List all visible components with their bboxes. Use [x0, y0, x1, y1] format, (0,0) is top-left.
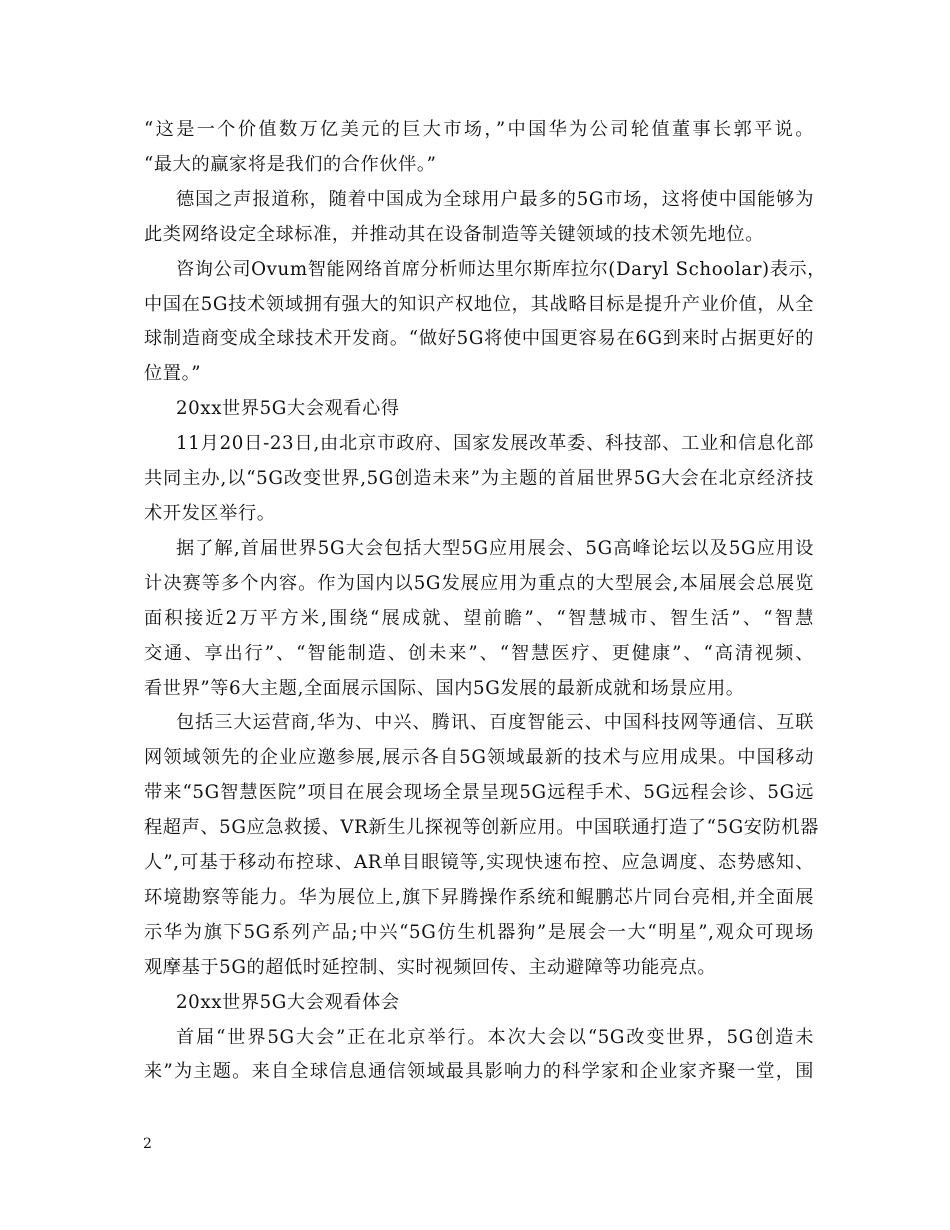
text-line: 人”,可基于移动布控球、AR单目眼镜等,实现快速布控、应急调度、态势感知、	[144, 852, 814, 874]
document-body	[144, 113, 827, 1090]
text-line: 面积接近2万平方米,围绕“展成就、望前瞻”、“智慧城市、智生活”、“智慧	[144, 607, 814, 629]
text-line: 共同主办,以“5G改变世界,5G创造未来”为主题的首届世界5G大会在北京经济技	[144, 468, 814, 490]
text-line: 咨询公司Ovum智能网络首席分析师达里尔斯库拉尔(Daryl Schoolar)表示，	[176, 258, 827, 280]
text-line: 中国在5G技术领域拥有强大的知识产权地位，其战略目标是提升产业价值，从全	[144, 293, 814, 315]
text-line: 计决赛等多个内容。作为国内以5G发展应用为重点的大型展会,本届展会总展览	[144, 572, 814, 594]
text-line: 德国之声报道称，随着中国成为全球用户最多的5G市场，这将使中国能够为	[176, 188, 814, 210]
text-line: 交通、享出行”、“智能制造、创未来”、“智慧医疗、更健康”、“高清视频、	[144, 642, 814, 664]
text-line: 程超声、5G应急救援、VR新生儿探视等创新应用。中国联通打造了“5G安防机器	[144, 817, 819, 839]
text-line: “最大的赢家将是我们的合作伙伴。”	[144, 153, 437, 175]
text-line: 此类网络设定全球标准，并推动其在设备制造等关键领域的技术领先地位。	[144, 223, 764, 245]
text-line: 位置。”	[144, 363, 202, 385]
text-line: 术开发区举行。	[144, 502, 276, 524]
text-line: 带来“5G智慧医院”项目在展会现场全景呈现5G远程手术、5G远程会诊、5G远	[144, 782, 814, 804]
text-line: 观摩基于5G的超低时延控制、实时视频回传、主动避障等功能亮点。	[144, 956, 717, 978]
text-line: 包括三大运营商,华为、中兴、腾讯、百度智能云、中国科技网等通信、互联	[176, 712, 814, 734]
section-heading: 20xx世界5G大会观看体会	[176, 991, 400, 1013]
page-number: 2	[143, 1136, 152, 1152]
text-line: 11月20日-23日,由北京市政府、国家发展改革委、科技部、工业和信息化部	[176, 433, 814, 455]
text-line: 环境勘察等能力。华为展位上,旗下昇腾操作系统和鲲鹏芯片同台亮相,并全面展	[144, 886, 814, 908]
text-line: 看世界”等6大主题,全面展示国际、国内5G发展的最新成就和场景应用。	[144, 677, 745, 699]
text-line: 球制造商变成全球技术开发商。“做好5G将使中国更容易在6G到来时占据更好的	[144, 328, 814, 350]
text-line: 首届“世界5G大会”正在北京举行。本次大会以“5G改变世界，5G创造未	[176, 1026, 814, 1048]
text-line: “这是一个价值数万亿美元的巨大市场，”中国华为公司轮值董事长郭平说。	[144, 119, 814, 140]
section-heading: 20xx世界5G大会观看心得	[176, 398, 400, 420]
text-line: 示华为旗下5G系列产品;中兴“5G仿生机器狗”是展会一大“明星”,观众可现场	[144, 921, 814, 943]
text-line: 来”为主题。来自全球信息通信领域最具影响力的科学家和企业家齐聚一堂，围	[144, 1061, 814, 1083]
text-line: 据了解,首届世界5G大会包括大型5G应用展会、5G高峰论坛以及5G应用设	[176, 537, 814, 559]
text-line: 网领域领先的企业应邀参展,展示各自5G领域最新的技术与应用成果。中国移动	[144, 747, 814, 769]
